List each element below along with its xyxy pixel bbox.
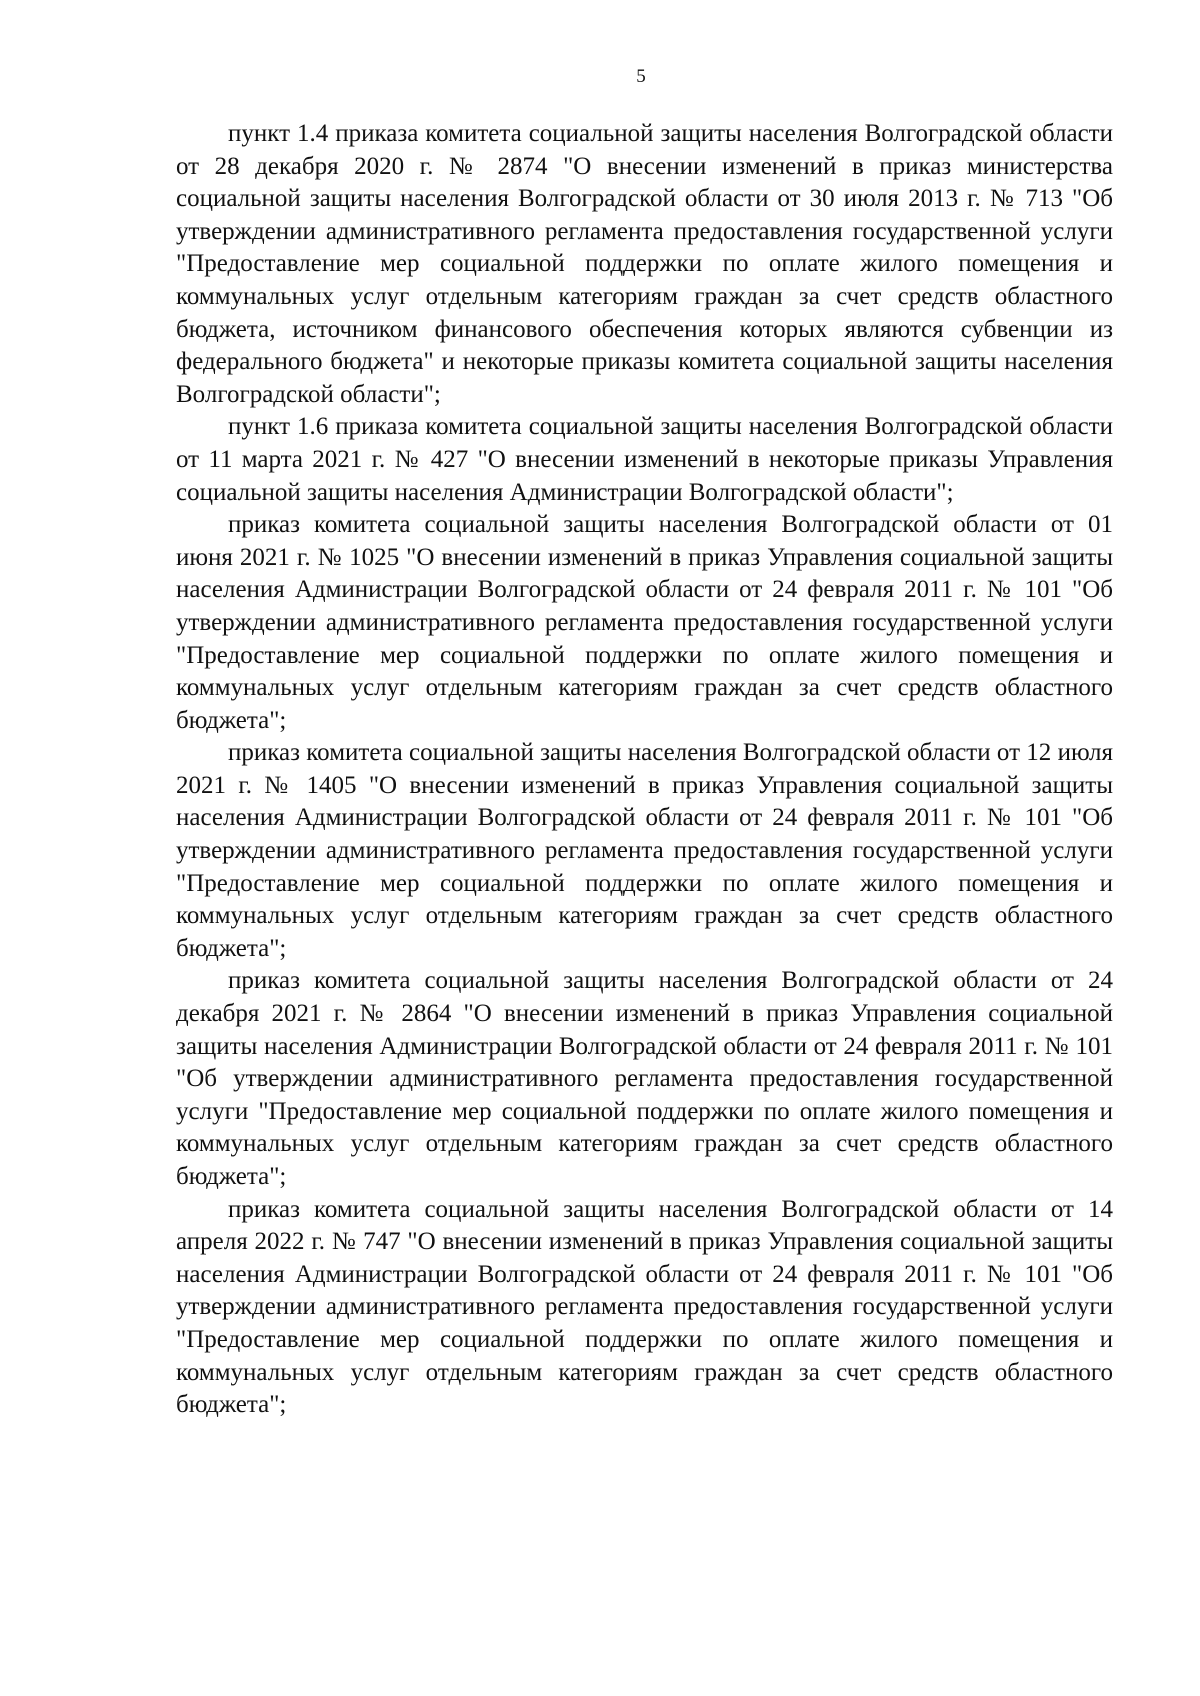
page-number: 5	[636, 66, 646, 87]
paragraph-item-1-6: пункт 1.6 приказа комитета социальной защиты населения Волгоградской области от 11 марта 2021 г. № 427 "О внесении изменений в некоторые приказы Управления социальной защиты населения Администрации Волгоградской области";	[176, 413, 1113, 506]
paragraph-order-747: приказ комитета социальной защиты населения Волгоградской области от 14 апреля 2022 г. № 747 "О внесении изменений в приказ Управления социальной защиты населения Администрации Волгоградской области от 24 февраля 2011 г. № 101 "Об утверждении административного регламента предоставления государственной услуги "Предоставление мер социальной поддержки по оплате жилого помещения и коммунальных услуг отдельным категориям граждан за счет средств областного бюджета";	[176, 1195, 1113, 1419]
paragraph-order-1025: приказ комитета социальной защиты населения Волгоградской области от 01 июня 2021 г. № 1025 "О внесении изменений в приказ Управления социальной защиты населения Администрации Волгоградской области от 24 февраля 2011 г. № 101 "Об утверждении административного регламента предоставления государственной услуги "Предоставление мер социальной поддержки по оплате жилого помещения и коммунальных услуг отдельным категориям граждан за счет средств областного бюджета";	[176, 511, 1113, 734]
paragraph-order-2864: приказ комитета социальной защиты населения Волгоградской области от 24 декабря 2021 г. № 2864 "О внесении изменений в приказ Управления социальной защиты населения Администрации Волгоградской области от 24 февраля 2011 г. № 101 "Об утверждении административного регламента предоставления государственной услуги "Предоставление мер социальной поддержки по оплате жилого помещения и коммунальных услуг отдельным категориям граждан за счет средств областного бюджета";	[176, 967, 1113, 1190]
document-body	[176, 118, 1113, 1422]
paragraph-item-1-4: пункт 1.4 приказа комитета социальной защиты населения Волгоградской области от 28 декабря 2020 г. № 2874 "О внесении изменений в приказ министерства социальной защиты населения Волгоградской области от 30 июля 2013 г. № 713 "Об утверждении административного регламента предоставления государственной услуги "Предоставление мер социальной поддержки по оплате жилого помещения и коммунальных услуг отдельным категориям граждан за счет средств областного бюджета, источником финансового обеспечения которых являются субвенции из федерального бюджета" и некоторые приказы комитета социальной защиты населения Волгоградской области";	[176, 120, 1113, 408]
paragraph-order-1405: приказ комитета социальной защиты населения Волгоградской области от 12 июля 2021 г. № 1405 "О внесении изменений в приказ Управления социальной защиты населения Администрации Волгоградской области от 24 февраля 2011 г. № 101 "Об утверждении административного регламента предоставления государственной услуги "Предоставление мер социальной поддержки по оплате жилого помещения и коммунальных услуг отдельным категориям граждан за счет средств областного бюджета";	[176, 739, 1113, 962]
